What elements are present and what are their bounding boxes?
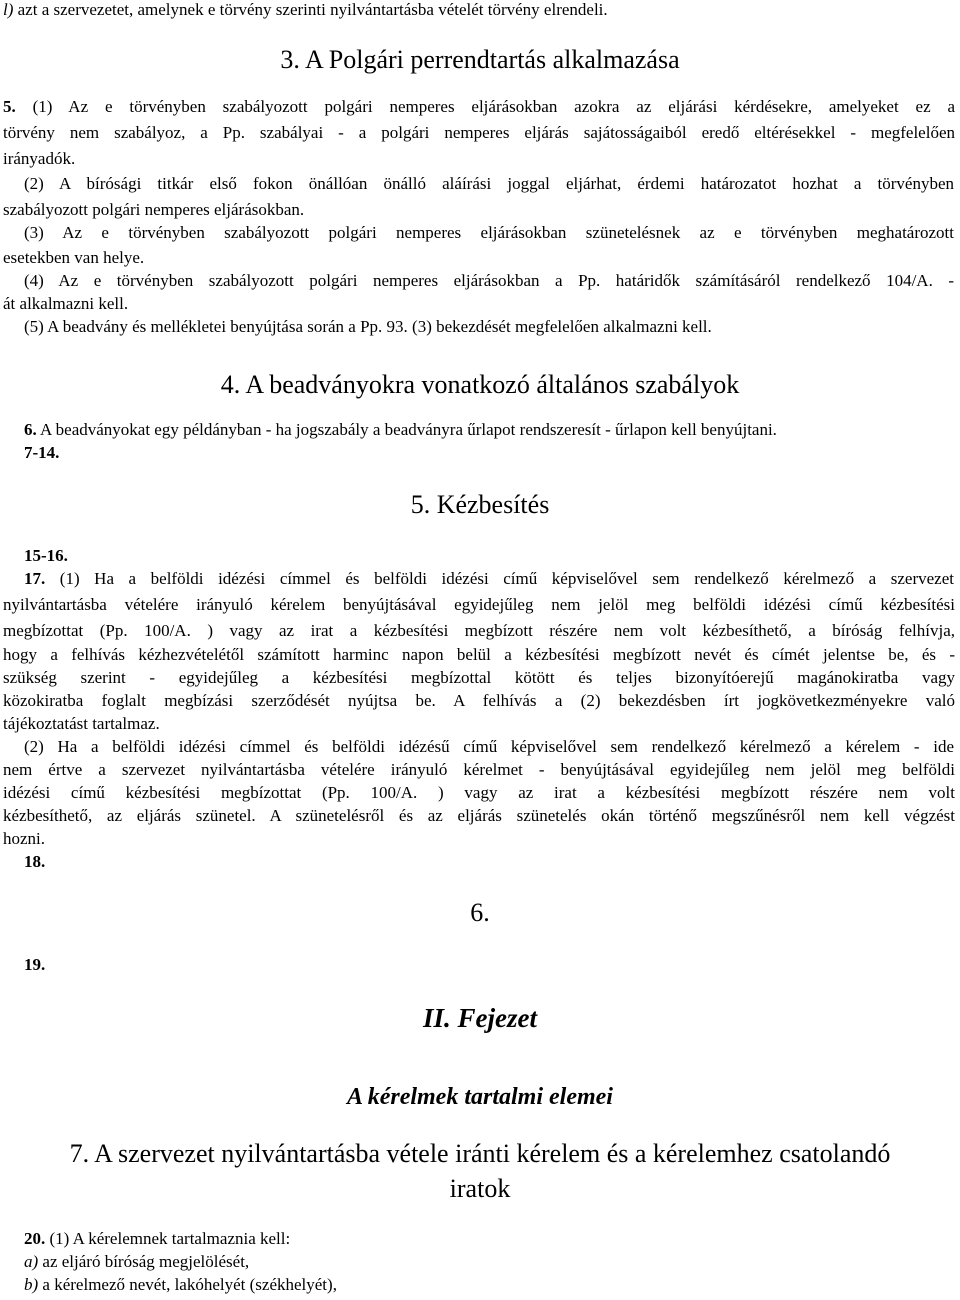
para-text: (1) Az e törvényben szabályozott polgári nemperes eljárásokban azokra az eljárási kérdésekre, amelyeket ez a <box>15 97 955 116</box>
para-number: 5. <box>3 97 16 116</box>
para-17-line-6: közokiratba foglalt megbízási szerződését nyújtsa be. A felhívás a (2) bekezdésben írt jogkövetkezményekre való <box>3 691 955 710</box>
para-5-line-8: (4) Az e törvényben szabályozott polgári nemperes eljárásokban a Pp. határidők számításáról rendelkező 104/A. - <box>24 271 954 290</box>
item-marker: a) <box>24 1252 39 1271</box>
section-heading-5: 5. Kézbesítés <box>410 490 550 519</box>
list-item-l <box>3 0 608 20</box>
para-text: A beadványokat egy példányban - ha jogszabály a beadványra űrlapot rendszeresít - űrlapon kell benyújtani. <box>36 420 777 439</box>
item-marker: b) <box>24 1275 39 1294</box>
item-text: a kérelmező nevét, lakóhelyét (székhelyét), <box>38 1275 337 1294</box>
para-17-line-10: idézési című kézbesítési megbízottat (Pp. 100/A. ) vagy az irat a kézbesítési megbízott részére nem volt <box>3 783 955 802</box>
para-7-14: 7-14. <box>24 443 60 462</box>
para-text: (1) A kérelemnek tartalmaznia kell: <box>45 1229 291 1248</box>
para-5-line-10: (5) A beadvány és mellékletei benyújtása során a Pp. 93. (3) bekezdését megfelelően alkalmazni kell. <box>24 317 712 336</box>
para-5-line-1 <box>3 97 955 117</box>
section-heading-7-line-1: 7. A szervezet nyilvántartásba vétele iránti kérelem és a kérelemhez csatolandó <box>69 1139 891 1168</box>
para-17-line-3: megbízottat (Pp. 100/A. ) vagy az irat a kézbesítési megbízott részére nem volt kézbesíthető, a bíróság felhívja, <box>3 621 955 640</box>
para-5-line-9: át alkalmazni kell. <box>3 294 129 313</box>
para-17-line-12: hozni. <box>3 829 46 848</box>
para-number: 17. <box>24 569 46 588</box>
section-heading-4: 4. A beadványokra vonatkozó általános szabályok <box>220 370 740 399</box>
list-item-a <box>24 1252 249 1272</box>
para-17-line-11: kézbesíthető, az eljárás szünetel. A szünetelésről és az eljárás szünetelés okán történő megszűnésről nem kell végzést <box>3 806 955 825</box>
para-20 <box>24 1229 290 1249</box>
para-6 <box>24 420 777 440</box>
para-18: 18. <box>24 852 46 871</box>
para-19: 19. <box>24 955 46 974</box>
para-5-line-6: (3) Az e törvényben szabályozott polgári nemperes eljárásokban szünetelésnek az e törvényben meghatározott <box>24 223 954 242</box>
para-17-line-7: tájékoztatást tartalmaz. <box>3 714 160 733</box>
section-heading-3: 3. A Polgári perrendtartás alkalmazása <box>280 45 680 74</box>
para-17-line-9: nem értve a szervezet nyilvántartásba vételére irányuló kérelmet - benyújtásával egyidejűleg nem jelöl meg belföldi <box>3 760 955 779</box>
section-heading-7-line-2: iratok <box>449 1174 511 1203</box>
para-17-line-1 <box>24 569 954 589</box>
para-5-line-3: irányadók. <box>3 149 76 168</box>
para-17-line-2: nyilvántartásba vételére irányuló kérelem benyújtásával egyidejűleg nem jelöl meg belföldi idézési című kézbesítési <box>3 595 955 614</box>
chapter-heading: II. Fejezet <box>423 1003 537 1033</box>
para-17-line-5: szükség szerint - egyidejűleg a kézbesítési megbízottal kötött és teljes bizonyítóerejű magánokiratba vagy <box>3 668 955 687</box>
section-heading-6: 6. <box>470 898 490 927</box>
para-5-line-4: (2) A bírósági titkár első fokon önállóan önálló aláírási joggal eljárhat, érdemi határozatot hozhat a törvényben <box>24 174 954 193</box>
chapter-title: A kérelmek tartalmi elemei <box>347 1084 613 1110</box>
para-text: (1) Ha a belföldi idézési címmel és belföldi idézési című képviselővel sem rendelkező kérelmező a szervezet <box>45 569 954 588</box>
para-5-line-7: esetekben van helye. <box>3 248 145 267</box>
item-text: azt a szervezetet, amelynek e törvény szerinti nyilvántartásba vételét törvény elrendeli. <box>13 0 608 19</box>
para-number: 6. <box>24 420 37 439</box>
para-15-16: 15-16. <box>24 546 68 565</box>
para-17-line-8: (2) Ha a belföldi idézési címmel és belföldi idézésű című képviselővel sem rendelkező kérelmező a kérelem - ide <box>24 737 954 756</box>
para-17-line-4: hogy a felhívás kézhezvételétől számított harminc napon belül a kézbesítési megbízott nevét és címét jelentse be, és - <box>3 645 955 664</box>
item-marker: l) <box>3 0 14 19</box>
list-item-b <box>24 1275 337 1295</box>
para-5-line-2: törvény nem szabályoz, a Pp. szabályai - a polgári nemperes eljárás sajátosságaiból eredő eltérésekkel - megfelelően <box>3 123 955 142</box>
item-text: az eljáró bíróság megjelölését, <box>38 1252 250 1271</box>
para-5-line-5: szabályozott polgári nemperes eljárásokban. <box>3 200 305 219</box>
para-number: 20. <box>24 1229 46 1248</box>
